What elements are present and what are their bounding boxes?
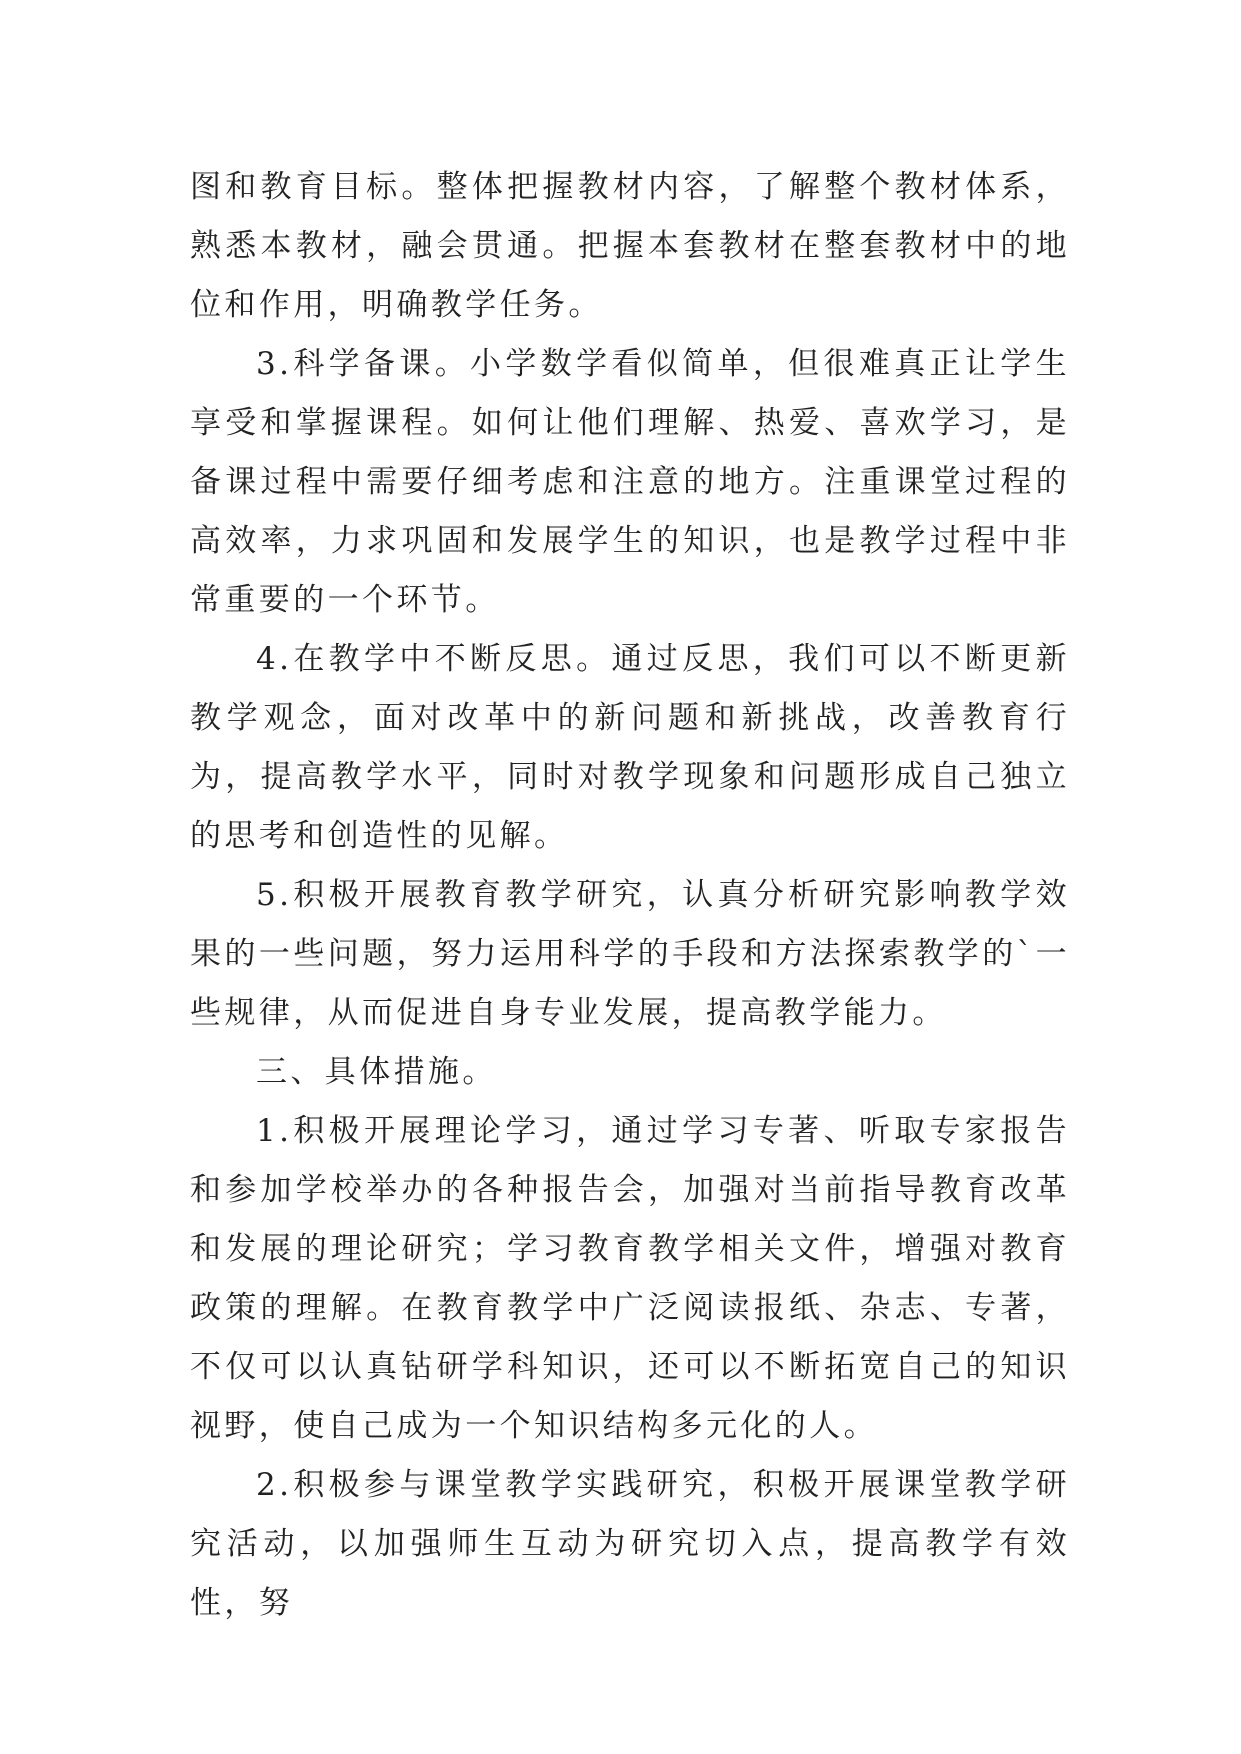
document-body [190,158,1070,1633]
paragraph-measure-2-practice: 2.积极参与课堂教学实践研究，积极开展课堂教学研究活动，以加强师生互动为研究切入点，提高教学有效性，努 [190,1467,1070,1621]
paragraph-measure-1-theory: 1.积极开展理论学习，通过学习专著、听取专家报告和参加学校举办的各种报告会，加强对当前指导教育改革和发展的理论研究；学习教育教学相关文件，增强对教育政策的理解。在教育教学中广泛阅读报纸、杂志、专著，不仅可以认真钻研学科知识，还可以不断拓宽自己的知识视野，使自己成为一个知识结构多元化的人。 [190,1113,1070,1444]
paragraph-item-5-research: 5.积极开展教育教学研究，认真分析研究影响教学效果的一些问题，努力运用科学的手段和方法探索教学的`一些规律，从而促进自身专业发展，提高教学能力。 [190,877,1070,1031]
paragraph-item-4-reflection: 4.在教学中不断反思。通过反思，我们可以不断更新教学观念，面对改革中的新问题和新挑战，改善教育行为，提高教学水平，同时对教学现象和问题形成自己独立的思考和创造性的见解。 [190,641,1070,854]
section-heading-measures: 三、具体措施。 [256,1054,497,1090]
paragraph-continued-intro: 图和教育目标。整体把握教材内容，了解整个教材体系，熟悉本教材，融会贯通。把握本套教材在整套教材中的地位和作用，明确教学任务。 [190,169,1070,323]
paragraph-item-3-lesson-prep: 3.科学备课。小学数学看似简单，但很难真正让学生享受和掌握课程。如何让他们理解、热爱、喜欢学习，是备课过程中需要仔细考虑和注意的地方。注重课堂过程的高效率，力求巩固和发展学生的知识，也是教学过程中非常重要的一个环节。 [190,346,1070,618]
